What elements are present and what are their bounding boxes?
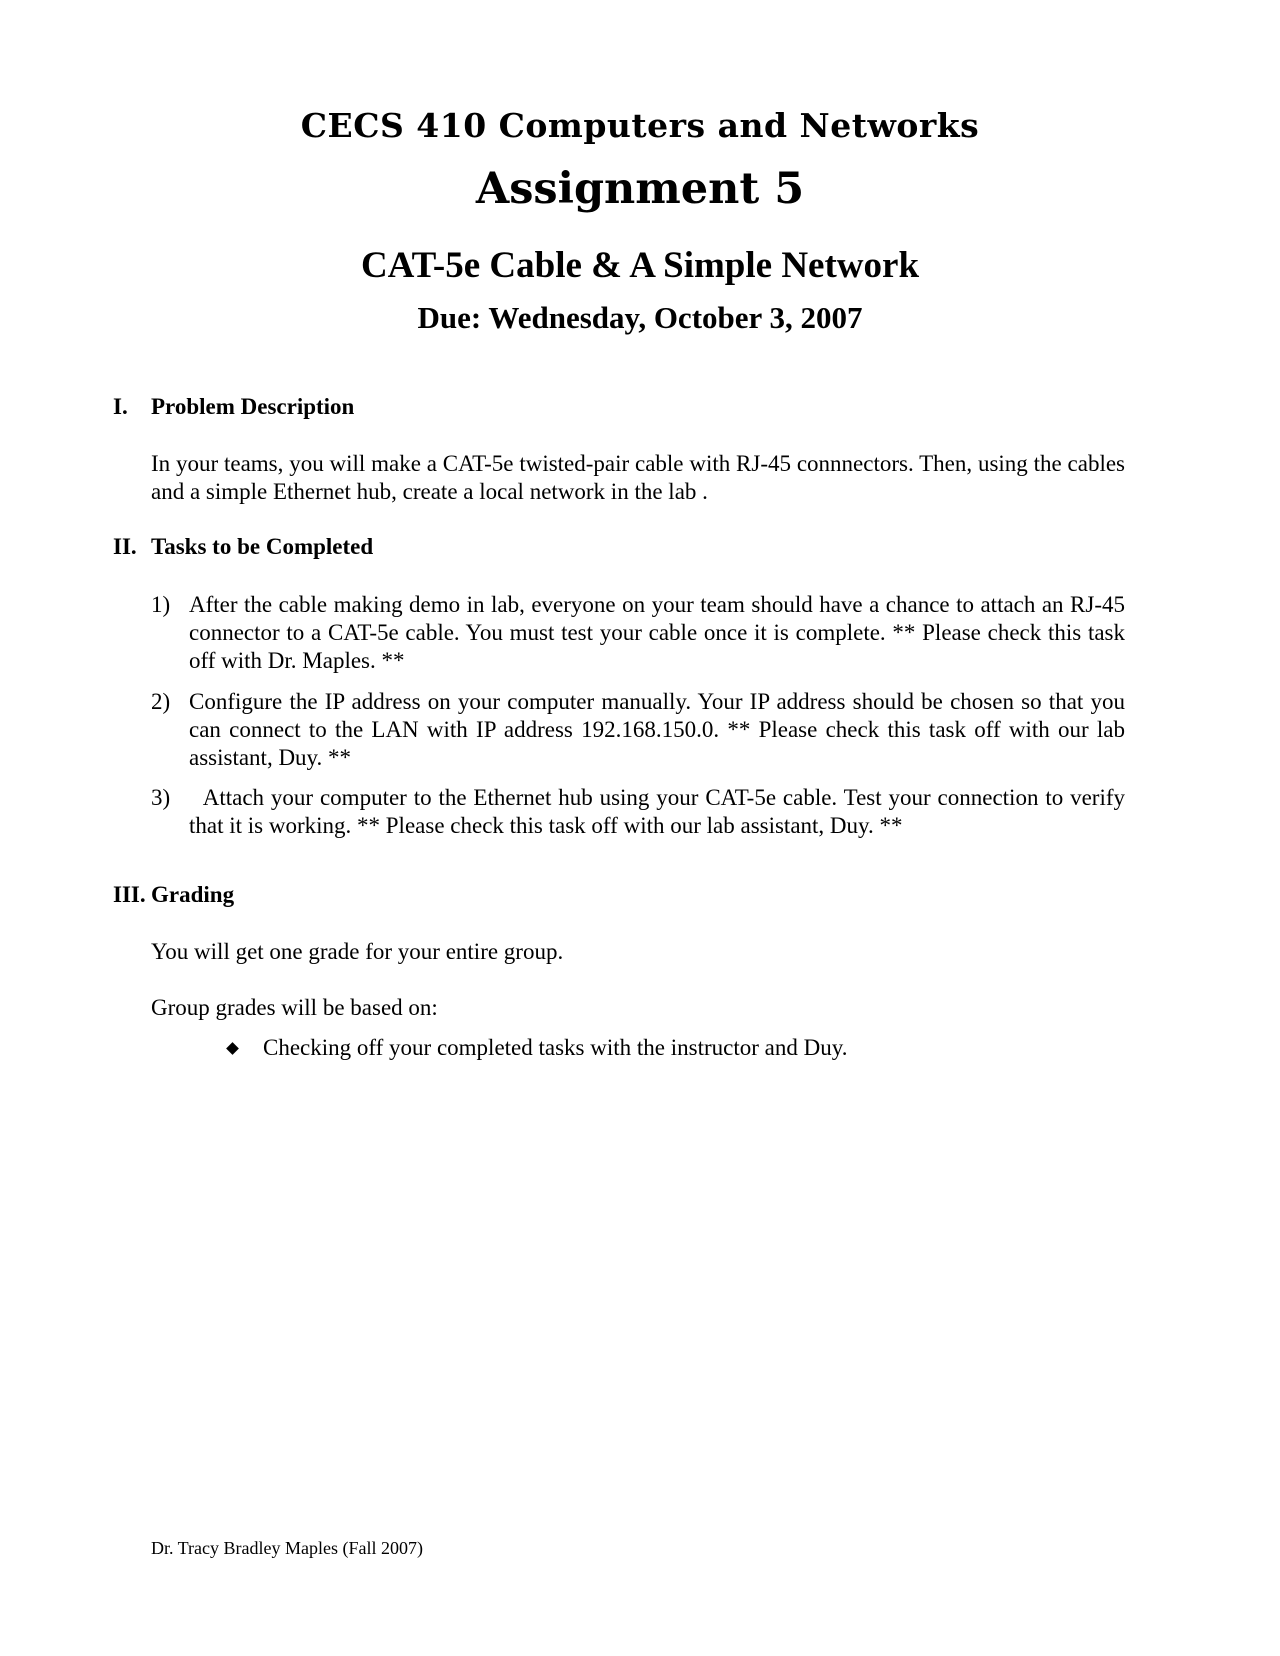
task-item xyxy=(151,784,1131,840)
due-date: Due: Wednesday, October 3, 2007 xyxy=(417,300,863,335)
diamond-bullet-icon xyxy=(226,1042,239,1055)
task-item xyxy=(151,688,1125,772)
assignment-title: Assignment 5 xyxy=(475,164,805,214)
problem-description-text: In your teams, you will make a CAT-5e twisted-pair cable with RJ-45 connnectors. Then, using the cables and a simple Ethernet hub, create a local network in the lab . xyxy=(151,451,1125,504)
section-title: Tasks to be Completed xyxy=(151,534,374,559)
bullet-text: Checking off your completed tasks with the instructor and Duy. xyxy=(263,1035,848,1060)
footer-author: Dr. Tracy Bradley Maples (Fall 2007) xyxy=(151,1538,423,1558)
grading-text: You will get one grade for your entire group. xyxy=(151,939,564,964)
task-number: 2) xyxy=(151,689,171,714)
grading-bullet-item xyxy=(226,1034,847,1062)
assignment-subtitle: CAT-5e Cable & A Simple Network xyxy=(360,245,920,286)
task-number: 1) xyxy=(151,592,171,617)
task-text: Configure the IP address on your computer manually. Your IP address should be chosen so that you can connect to the LAN with IP address 192.168.150.0. ** Please check this task off with our lab assistant, Duy. ** xyxy=(189,689,1125,770)
task-item xyxy=(151,591,1125,675)
task-number: 3) xyxy=(151,785,171,810)
task-text: Attach your computer to the Ethernet hub using your CAT-5e cable. Test your connection to verify that it is working. ** Please check this task off with our lab assistant, Duy. ** xyxy=(189,785,1131,838)
section-number: III. xyxy=(113,882,146,907)
section-number: II. xyxy=(113,534,137,559)
task-text: After the cable making demo in lab, everyone on your team should have a chance to attach an RJ-45 connector to a CAT-5e cable. You must test your cable once it is complete. ** Please check this task off with Dr. Maples. ** xyxy=(189,592,1125,673)
section-title: Problem Description xyxy=(151,394,355,419)
grading-criteria-intro: Group grades will be based on: xyxy=(151,995,438,1020)
section-number: I. xyxy=(113,394,128,419)
section-heading-tasks xyxy=(113,534,373,560)
section-heading-grading xyxy=(113,882,234,908)
section-heading-problem xyxy=(113,394,354,420)
section-title: Grading xyxy=(151,882,235,907)
course-title: CECS 410 Computers and Networks xyxy=(300,106,980,145)
